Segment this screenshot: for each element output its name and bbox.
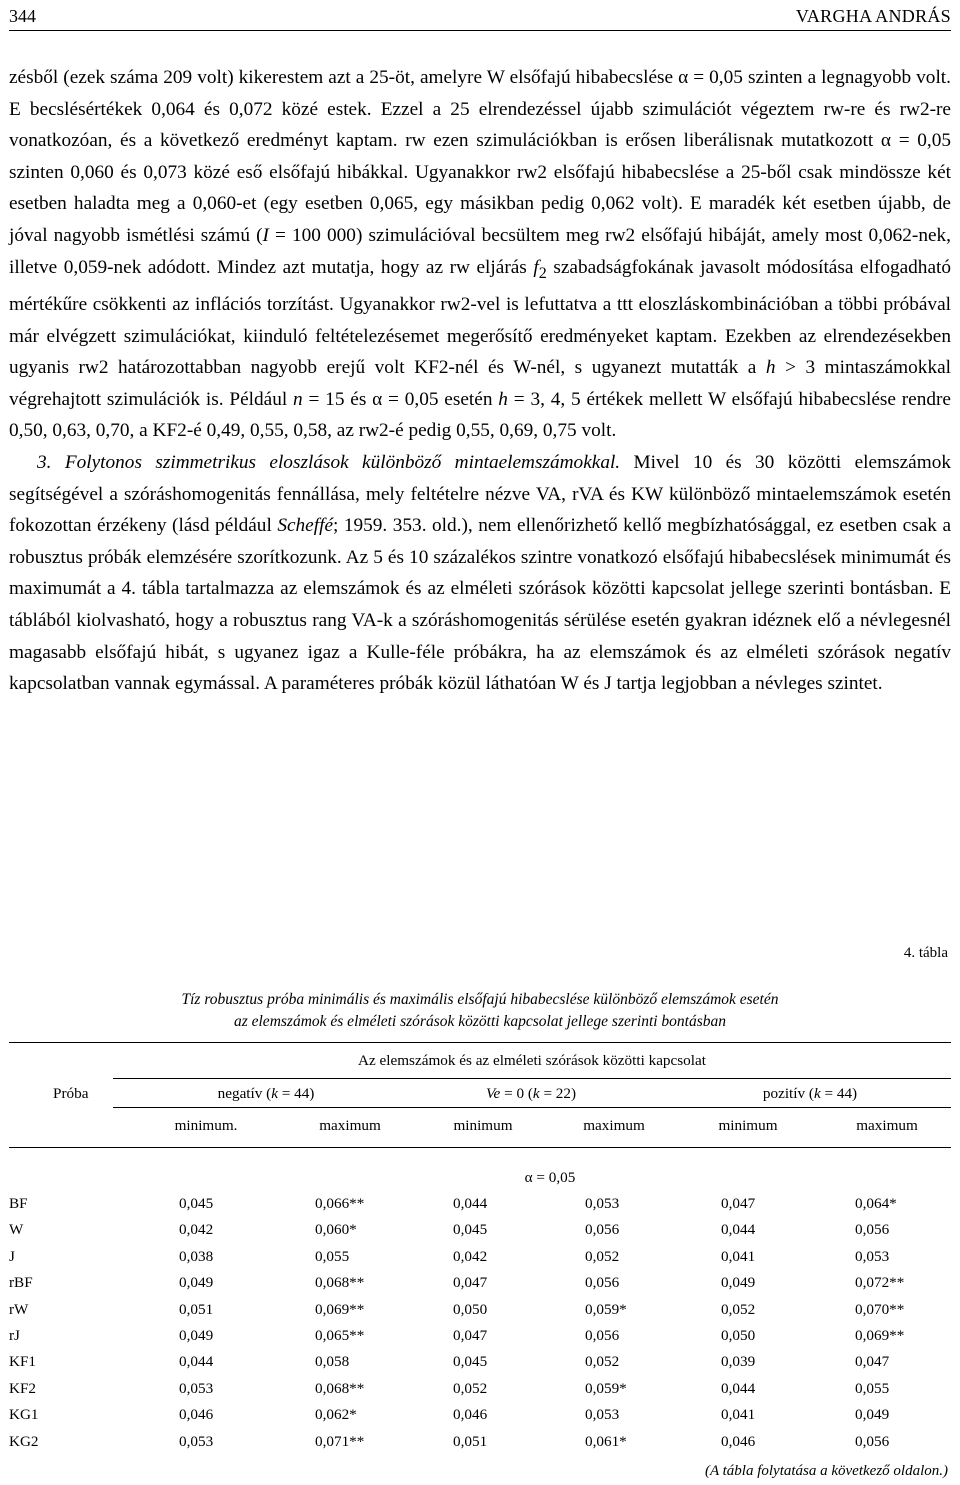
table-subheader: maximum: [583, 1117, 645, 1134]
table-row-label: W: [9, 1221, 24, 1239]
table-cell: 0,047: [855, 1353, 890, 1371]
table-cell: 0,066**: [315, 1195, 365, 1212]
table-row-label: rJ: [9, 1327, 20, 1344]
table-cell: 0,039: [721, 1353, 756, 1371]
table-caption-line-1: Tíz robusztus próba minimális és maximális elsőfajú hibabecslése különböző elemszámok esetén: [181, 991, 779, 1008]
table-cell: 0,071**: [315, 1432, 365, 1450]
table-subheader: minimum.: [174, 1117, 238, 1134]
table-top-rule: [9, 1042, 951, 1043]
table-group-header: Az elemszámok és az elméleti szórások közötti kapcsolat: [358, 1052, 706, 1069]
table-cell: 0,044: [179, 1353, 214, 1371]
table-cell: 0,041: [721, 1406, 756, 1424]
table-cell: 0,052: [585, 1353, 620, 1371]
table-row-label: rBF: [9, 1274, 33, 1292]
table-row-label: J: [9, 1247, 15, 1265]
table-row-header: Próba: [53, 1085, 89, 1102]
table-cell: 0,042: [453, 1247, 488, 1265]
table-cell: 0,046: [453, 1406, 488, 1424]
table-cell: 0,045: [453, 1221, 488, 1239]
table-cell: 0,052: [585, 1247, 620, 1265]
table-cell: 0,049: [179, 1327, 214, 1344]
table-cell: 0,047: [721, 1195, 756, 1212]
table-cell: 0,061*: [585, 1432, 627, 1450]
table-row-label: KG1: [9, 1406, 39, 1424]
table-cell: 0,050: [721, 1327, 756, 1344]
table-cell: 0,053: [585, 1195, 620, 1212]
table-cell: 0,046: [179, 1406, 214, 1424]
table-caption: [40, 989, 920, 1033]
paragraph-1: zésből (ezek száma 209 volt) kikerestem azt a 25-öt, amelyre W elsőfajú hibabecslése α = 0,05 szinten a legnagyobb volt. E becslésértékek 0,064 és 0,072 közé estek. Ezzel a 25 elrendezéssel újabb szimulációt végeztem rw-re és rw2-re vonatkozóan, és a következő eredményt kaptam. rw ezen szimulációkban is erősen liberálisnak mutatkozott α = 0,05 szinten 0,060 és 0,073 közé eső elsőfajú hibákkal. Ugyanakkor rw2 elsőfajú hibabecslése a 25-ből csak mindössze két esetben haladta meg a 0,060-et (egy esetben 0,065, egy másikban pedig 0,062 volt). E maradék két esetben újabb, de jóval nagyobb ismétlési számú (I = 100 000) szimulációval becsültem meg rw2 elsőfajú hibáját, amely most 0,062-nek, illetve 0,059-nek adódott. Mindez azt mutatja, hogy az rw eljárás $f_2$ szabadságfokának javasolt módosítása elfogadható mértékűre csökkenti az inflációs torzítást. Ugyanakkor rw2-vel is lefuttatva a ttt eloszláskombinációban a többi próbával már elvégzett szimulációkat, kiinduló feltételezésemet megerősítő eredményeket kaptam. Ezekben az elrendezésekben ugyanis rw2 határozottabban nagyobb erejű volt KF2-nél és W-nél, s ugyanezt mutatták a h > 3 mintaszámokkal végrehajtott szimulációk is. Például n = 15 és α = 0,05 esetén h = 3, 4, 5 értékek mellett W elsőfajú hibabecslése rendre 0,50, 0,63, 0,70, a KF2-é 0,49, 0,55, 0,58, az rw2-é pedig 0,55, 0,69, 0,75 volt.: [9, 67, 952, 442]
table-cell: 0,059*: [585, 1379, 627, 1397]
table-cell: 0,068**: [315, 1274, 365, 1292]
table-cell: 0,051: [453, 1432, 488, 1450]
table-group-2: Ve = 0 (k = 22): [485, 1085, 577, 1102]
table-subheader: minimum: [718, 1117, 778, 1134]
table-row-label: rW: [9, 1300, 29, 1318]
table-cell: 0,056: [585, 1327, 620, 1344]
table-cell: 0,058: [315, 1353, 350, 1371]
table-cell: 0,069**: [855, 1327, 905, 1344]
running-head-author: VARGHA ANDRÁS: [795, 6, 951, 26]
table-cell: 0,038: [179, 1247, 214, 1265]
table-number: 4. tábla: [903, 945, 948, 961]
table-cell: 0,044: [721, 1221, 756, 1239]
table-cell: 0,042: [179, 1221, 214, 1239]
paragraph-2: 3. Folytonos szimmetrikus eloszlások különböző mintaelemszámokkal. Mivel 10 és 30 közötti elemszámok segítségével a szóráshomogenitás fennállása, mely feltételre nézve VA, rVA és KW különböző mintaelemszámok esetén fokozottan érzékeny (lásd például Scheffé; 1959. 353. old.), nem ellenőrizhető kellő megbízhatósággal, ez esetben csak a robusztus próbák elemzésére szorítkozunk. Az 5 és 10 százalékos szintre vonatkozó elsőfajú hibabecslések minimumát és maximumát a 4. tábla tartalmazza az elemszámok és az elméleti szórások közötti kapcsolat jellege szerinti bontásban. E táblából kiolvasható, hogy a robusztus rang VA-k a szóráshomogenitás sérülése esetén gyakran idéznek elő a névlegesnél magasabb elsőfajú hibát, s ugyanez igaz a Kulle-féle próbákra, ha az elemszámok és az elméleti szórások negatív kapcsolatban vannak egymással. A paraméteres próbák közül láthatóan W és J tartja legjobban a névleges szintet.: [9, 451, 952, 695]
table-cell: 0,045: [179, 1195, 214, 1212]
table-group-rule: [113, 1078, 951, 1079]
table-cell: 0,072**: [855, 1274, 905, 1292]
table-cell: 0,051: [179, 1300, 214, 1318]
table-cell: 0,056: [585, 1221, 620, 1239]
table-subheader: maximum: [319, 1117, 381, 1134]
table-cell: 0,049: [855, 1406, 890, 1424]
table-cell: 0,049: [721, 1274, 756, 1292]
table-subgroup-rule: [113, 1107, 951, 1108]
table-group-3: pozitív (k = 44): [762, 1085, 858, 1102]
table-cell: 0,069**: [315, 1300, 365, 1318]
table-row-label: BF: [9, 1195, 28, 1212]
page-header: [9, 2, 951, 31]
table-caption-line-2: az elemszámok és elméleti szórások közötti kapcsolat jellege szerinti bontásban: [233, 1013, 727, 1030]
table-cell: 0,041: [721, 1247, 756, 1265]
table-row-label: KF1: [9, 1353, 37, 1371]
table-subheader: maximum: [856, 1117, 918, 1134]
table-cell: 0,070**: [855, 1300, 905, 1318]
body-text: [9, 62, 951, 700]
table-cell: 0,052: [721, 1300, 756, 1318]
table-cell: 0,053: [585, 1406, 620, 1424]
table-cell: 0,047: [453, 1274, 488, 1292]
table-cell: 0,049: [179, 1274, 214, 1292]
table-cell: 0,053: [179, 1432, 214, 1450]
table-cell: 0,044: [721, 1379, 756, 1397]
table-cell: 0,062*: [315, 1406, 357, 1424]
table-cell: 0,060*: [315, 1221, 357, 1239]
table-cell: 0,059*: [585, 1300, 627, 1318]
table-row-label: KG2: [9, 1432, 39, 1450]
table-cell: 0,056: [855, 1221, 890, 1239]
table-group-1: negatív (k = 44): [217, 1085, 315, 1102]
table-cell: 0,064*: [855, 1195, 897, 1212]
table-subheader: minimum: [453, 1117, 513, 1134]
table-cell: 0,047: [453, 1327, 488, 1344]
table-cell: 0,044: [453, 1195, 488, 1212]
continuation-note: (A tábla folytatása a következő oldalon.): [704, 1463, 948, 1479]
table-cell: 0,056: [585, 1274, 620, 1292]
table-cell: 0,065**: [315, 1327, 365, 1344]
table-section-label: α = 0,05: [524, 1169, 576, 1186]
table-row-label: KF2: [9, 1379, 37, 1397]
table-cell: 0,056: [855, 1432, 890, 1450]
table-cell: 0,050: [453, 1300, 488, 1318]
table-header-bottom-rule: [9, 1147, 951, 1148]
table-cell: 0,055: [315, 1247, 350, 1265]
table-cell: 0,045: [453, 1353, 488, 1371]
table-cell: 0,053: [179, 1379, 214, 1397]
table-cell: 0,053: [855, 1247, 890, 1265]
table-cell: 0,052: [453, 1379, 488, 1397]
page-number: 344: [9, 6, 36, 26]
table-cell: 0,046: [721, 1432, 756, 1450]
table-cell: 0,055: [855, 1379, 890, 1397]
table-cell: 0,068**: [315, 1379, 365, 1397]
